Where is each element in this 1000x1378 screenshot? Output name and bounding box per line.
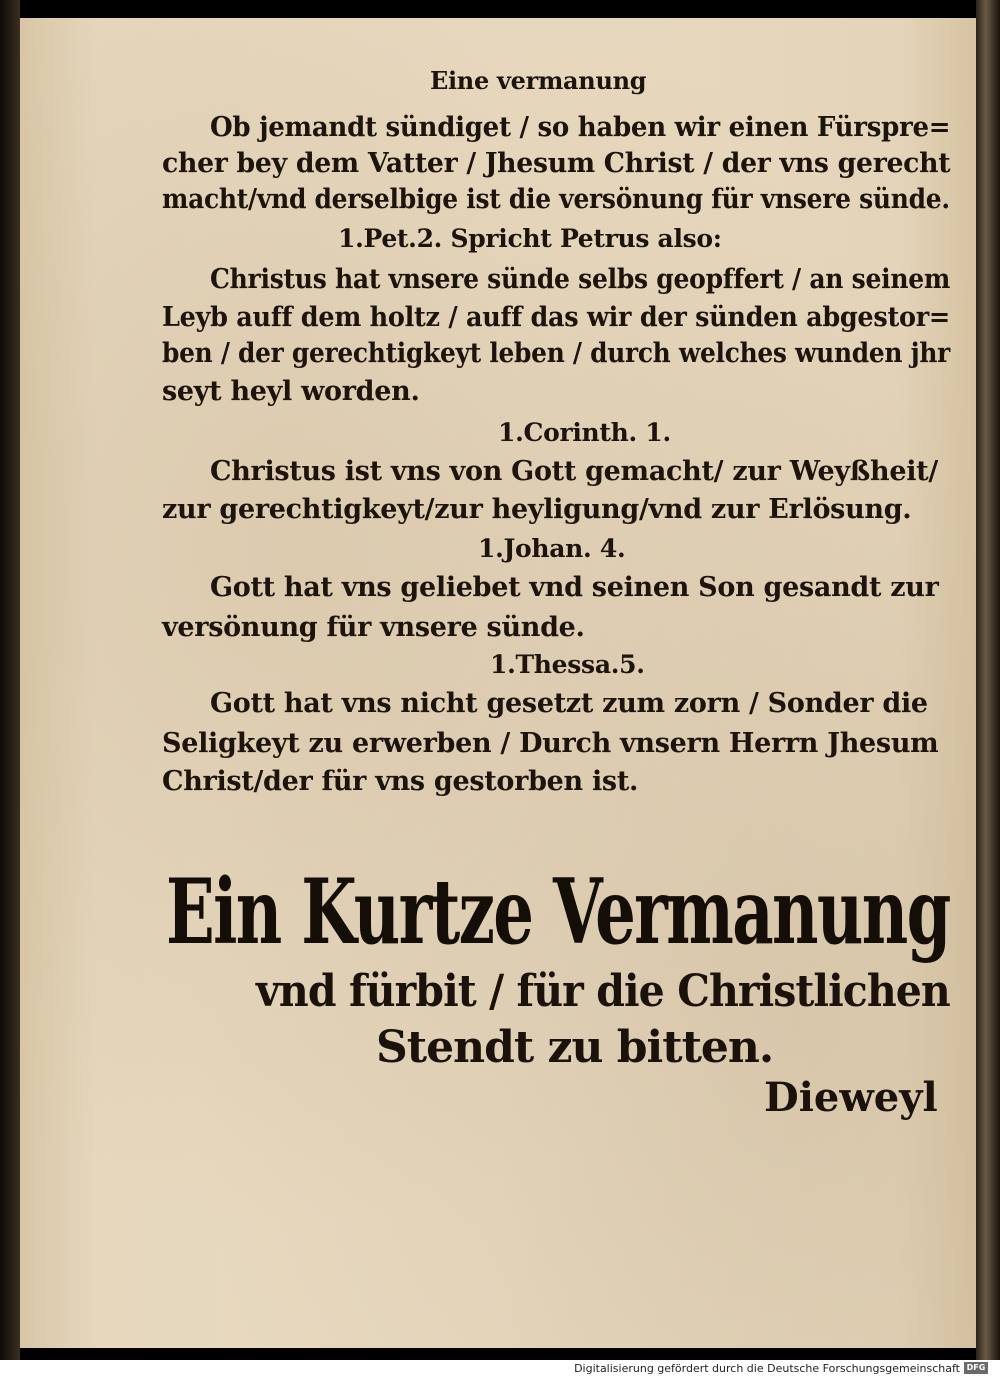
text-line-14: versönung für vnsere sünde. [162, 612, 585, 643]
footer-credit: Digitalisierung gefördert durch die Deutsche Forschungsgemeinschaft [574, 1362, 960, 1375]
text-line-1: Ob jemandt sündiget / so haben wir einen Fürspre= [210, 112, 951, 143]
section-title: Ein Kurtze Vermanung [166, 860, 950, 965]
reference-1pet: 1.Pet.2. Spricht Petrus also: [338, 224, 722, 253]
text-line-11: zur gerechtigkeyt/zur heyligung/vnd zur Erlösung. [162, 494, 912, 525]
text-line-13: Gott hat vns geliebet vnd seinen Son gesandt zur [210, 572, 939, 603]
catchword: Dieweyl [764, 1074, 938, 1121]
text-line-10: Christus ist vns von Gott gemacht/ zur Weyßheit/ [210, 456, 938, 487]
reference-1joh: 1.Johan. 4. [478, 534, 626, 563]
text-line-17: Seligkeyt zu erwerben / Durch vnsern Herrn Jhesum [162, 728, 939, 759]
text-line-6: Leyb auff dem holtz / auff das wir der sünden abgestor= [162, 302, 950, 333]
scan-left-edge [0, 0, 20, 1360]
subtitle-line-1: vnd fürbit / für die Christlichen [256, 966, 950, 1017]
scan-right-edge [976, 0, 1000, 1360]
text-line-8: seyt heyl worden. [162, 376, 420, 407]
document-page [20, 18, 976, 1348]
text-line-3: macht/vnd derselbige ist die versönung für vnsere sünde. [162, 184, 950, 215]
text-line-16: Gott hat vns nicht gesetzt zum zorn / Sonder die [210, 688, 928, 719]
reference-1cor: 1.Corinth. 1. [498, 418, 671, 447]
text-line-2: cher bey dem Vatter / Jhesum Christ / der vns gerecht [162, 148, 951, 179]
reference-1thess: 1.Thessa.5. [490, 650, 645, 679]
subtitle-line-2: Stendt zu bitten. [376, 1022, 774, 1073]
page-header: Eine vermanung [430, 66, 647, 95]
text-line-18: Christ/der für vns gestorben ist. [162, 766, 639, 797]
dfg-logo: DFG [964, 1362, 988, 1374]
text-line-5: Christus hat vnsere sünde selbs geopffert / an seinem [210, 264, 951, 295]
text-line-7: ben / der gerechtigkeyt leben / durch welches wunden jhr [162, 338, 950, 369]
